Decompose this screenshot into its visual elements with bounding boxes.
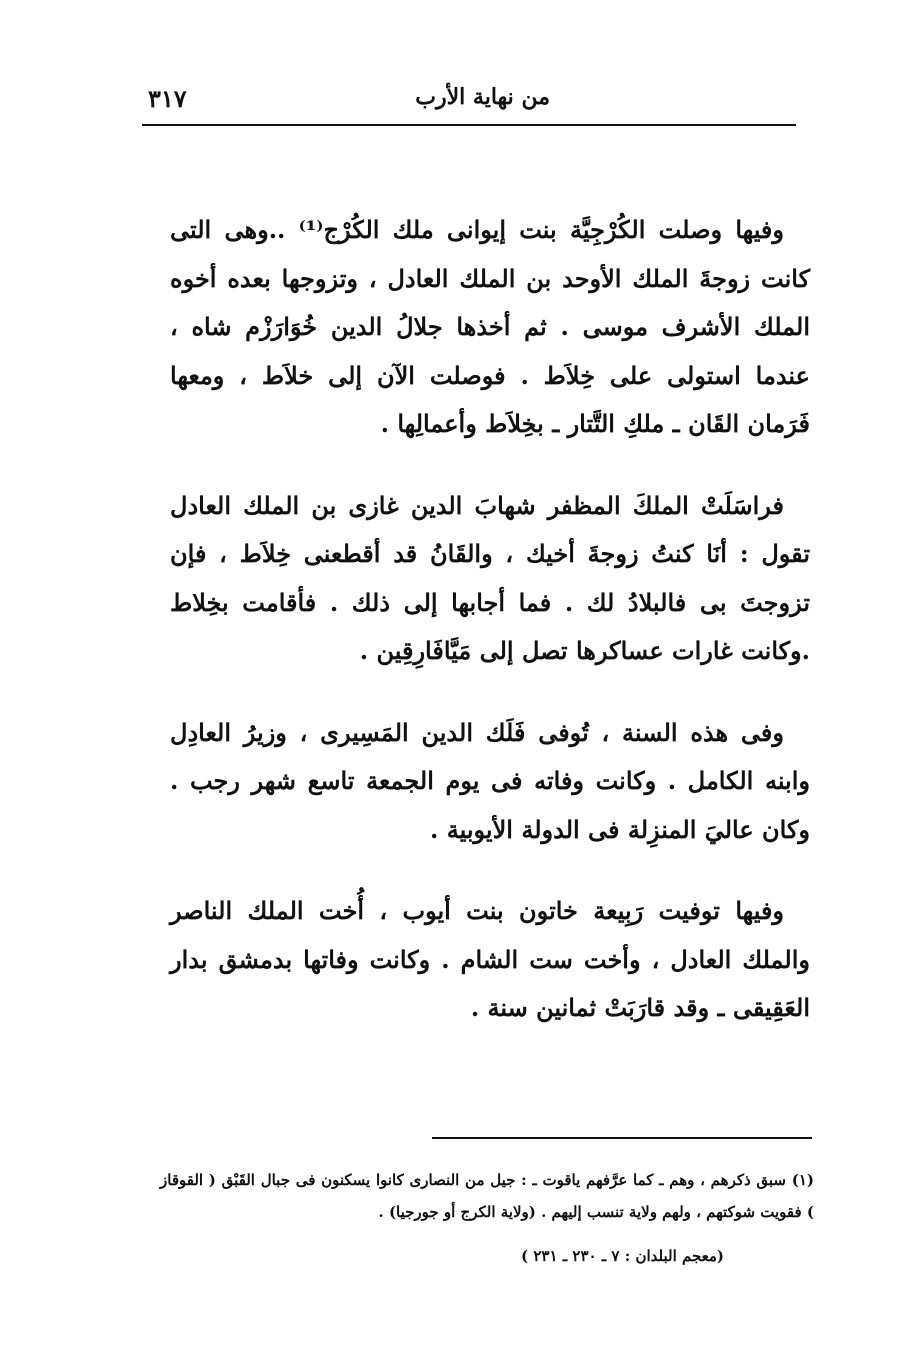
running-title: من نهاية الأرب <box>415 84 550 110</box>
footnote-rule <box>432 1137 812 1139</box>
footnote-1-source: (معجم البلدان : ٧ ـ ٢٣٠ ـ ٢٣١ ) <box>521 1247 724 1265</box>
paragraph-3: وفى هذه السنة ، تُوفى فَلَك الدين المَسِيرى ، وزيرُ العادِل وابنه الكامل . وكانت وفاته فى يوم الجمعة تاسع شهر رجب . وكان عاليَ المنزِلة فى الدولة الأيوبية . <box>170 717 810 844</box>
footnotes <box>160 1164 814 1272</box>
page-header <box>140 80 800 120</box>
paragraph-2: فراسَلَتْ الملكَ المظفر شهابَ الدين غازى بن الملك العادل تقول : أنَا كنتُ زوجةَ أخيك ، والقَانُ قد أقطعنى خِلاَط ، فإن تزوجتَ بى فالبلادُ لك . فما أجابها إلى ذلك . فأقامت بخِلاط .وكانت غارات عساكرها تصل إلى مَيَّافَارِقِين . <box>170 490 810 665</box>
footnote-1: (١) سبق ذكرهم ، وهم ـ كما عرَّفهم ياقوت ـ : جيل من النصارى كانوا يسكنون فى جبال القَبْق ( القوقاز ) فقويت شوكتهم ، ولهم ولاية تنسب إليهم . (ولاية الكرج أو جورجيا) . <box>160 1171 814 1221</box>
main-text <box>170 206 810 1066</box>
paragraph-1: وفيها وصلت الكُرْجِيَّة بنت إيوانى ملك الكُرْج⁽¹⁾ ..وهى التى كانت زوجةَ الملك الأوحد بن الملك العادل ، وتزوجها بعده أخوه الملك الأشرف موسى . ثم أخذها جلالُ الدين خُوَارَزْم شاه ، عندما استولى على خِلاَط . فوصلت الآن إلى خلاَط ، ومعها فَرَمان القَان ـ ملكِ التَّتار ـ بخِلاَط وأعمالِها . <box>170 215 810 438</box>
paragraph-4: وفيها توفيت رَبِيعة خاتون بنت أيوب ، أُخت الملك الناصر والملك العادل ، وأخت ست الشام . وكانت وفاتها بدمشق بدار العَقِيقى ـ وقد قارَبَتْ ثمانين سنة . <box>170 896 810 1022</box>
header-rule <box>142 124 796 126</box>
page-number: ٣١٧ <box>148 84 187 113</box>
